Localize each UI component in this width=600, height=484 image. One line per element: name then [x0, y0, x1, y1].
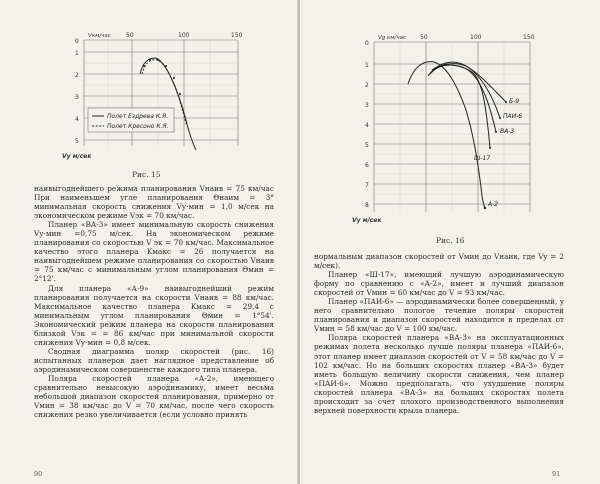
right-paragraph-4: Поляра скоростей планера «ВА-3» на эксплуатационных режимах полета несколько лучше поляры планера «ПАИ-6», этот планер имеет диапазон скоростей от V = 58 км/час до V = 102 км/час. Но на больших скоростях планер «ВА-3» будет иметь большую величину скорости снижения, чем планер «ПАИ-6». Можно предполагать, что ухудшение поляры скоростей планера «ВА-3» на больших скоростях полета происходит за счет плохого производственного выполнения верхней поверхности крыла планера. — [314, 333, 564, 415]
fig15-top-tick-100: 100 — [178, 32, 190, 39]
left-paragraph-1: наивыгоднейшего режима планирования Vнаив = 75 км/час При наименьшем угле планирования Θнаим = 3° минимальная скорость снижения Vу·мин = 1,0 м/сек на экономическом режиме Vэк = 70 км/час. — [34, 184, 274, 221]
fig16-top-axis-label: Vg км/час — [378, 35, 406, 41]
fig15-legend-1: Полет Ездрева К.Я. — [107, 113, 169, 120]
figure-16-caption: Рис. 16 — [436, 236, 465, 245]
fig15-left-tick-2: 2 — [75, 72, 79, 79]
fig16-top-tick-50: 50 — [420, 34, 428, 41]
fig15-top-tick-150: 150 — [231, 32, 243, 39]
fig16-left-tick-7: 7 — [365, 182, 369, 189]
left-page-number: 90 — [34, 470, 43, 478]
left-page-text — [34, 184, 274, 419]
fig15-left-tick-1: 1 — [75, 50, 79, 57]
fig16-curve-label-va3: ВА-3 — [500, 128, 515, 135]
figure-16 — [348, 30, 548, 228]
right-page-text — [314, 252, 564, 415]
fig16-curve-label-pai6: ПАИ-6 — [503, 113, 523, 120]
left-paragraph-5: Поляра скоростей планера «А-2», имеющего сравнительно невысокую аэродинамику, имеет весьма небольшой диапазон скоростей планирования, примерно от Vмин = 38 км/час до V = 70 км/час, после чего скорость снижения резко увеличивается (если условно принять — [34, 373, 274, 420]
fig15-left-tick-5: 5 — [75, 138, 79, 145]
fig16-curve-label-a2: А-2 — [488, 201, 499, 208]
fig16-left-tick-4: 4 — [365, 122, 369, 129]
fig16-left-tick-2: 2 — [365, 82, 369, 89]
left-paragraph-3: Для планера «А-9» наивыгоднейший режим планирования получается на скорости Vнаив = 88 км/час. Максимальное качество планера Kмакс = 29,4 с минимальным углом планирования Θмин = 1°54'. Экономический режим планера на скорости планирования близкой Vэк = = 86 км/час при минимальной скорости снижения Vу·мин = 0,8 м/сек. — [34, 283, 274, 347]
fig15-legend-2: Полет Кресоно К.Я. — [107, 123, 169, 130]
fig16-left-tick-1: 1 — [365, 62, 369, 69]
fig16-curve-label-sh17: Ш-17 — [474, 155, 491, 162]
right-paragraph-2: Планер «Ш-17», имеющий лучшую аэродинамическую форму по сравнению с «А-2», имеет и лучший диапазон скоростей от Vмин = 60 км/час до V = 93 км/час. — [314, 270, 564, 298]
fig16-left-tick-8: 8 — [365, 202, 369, 209]
fig15-left-tick-4: 4 — [75, 116, 79, 123]
right-paragraph-1: нормальным диапазон скоростей от Vмин до Vнаив, где Vy = 2 м/сек). — [314, 252, 564, 271]
fig16-curve-label-b9: Б-9 — [509, 98, 520, 105]
figure-15 — [60, 28, 260, 168]
fig16-left-axis-label: Vy м/сек — [352, 217, 382, 224]
right-paragraph-3: Планер «ПАИ-6» — аэродинамически более совершенный, у него сравнительно пологое течение поляры скоростей планирования и диапазон скоростей находится в пределах от Vмин = 58 км/час до V = 100 км/час. — [314, 297, 564, 334]
fig15-top-tick-50: 50 — [126, 32, 134, 39]
fig16-left-tick-3: 3 — [365, 102, 369, 109]
fig15-top-axis-label: Vкм/час — [88, 33, 111, 39]
fig16-top-tick-100: 100 — [470, 34, 482, 41]
left-paragraph-4: Сводная диаграмма поляр скоростей (рис. 16) испытанных планеров дает наглядное представление об аэродинамическом совершенстве каждого типа планера. — [34, 346, 274, 374]
left-page — [0, 0, 298, 484]
fig16-left-tick-6: 6 — [365, 162, 369, 169]
right-page-number: 91 — [552, 470, 561, 478]
fig16-left-tick-0: 0 — [365, 40, 369, 47]
fig15-left-tick-3: 3 — [75, 94, 79, 101]
left-paragraph-2: Планер «ВА-3» имеет минимальную скорость снижения Vу·мин =0,75 м/сек. На экономическом режиме планирования со скоростью V эк = 70 км/час. Максимальное качество этого планера Kмакс = 26 получается на наивыгоднейшем режиме планирования со скоростью Vнаив = 75 км/час с минимальным углом планирования Θмин = 2°12'. — [34, 220, 274, 284]
fig16-left-tick-5: 5 — [365, 142, 369, 149]
fig16-top-tick-150: 150 — [523, 34, 535, 41]
figure-15-caption: Рис. 15 — [132, 170, 161, 179]
fig15-left-tick-0: 0 — [75, 38, 79, 45]
right-page — [300, 0, 600, 484]
fig15-left-axis-label: Vy м/сек — [62, 153, 92, 160]
